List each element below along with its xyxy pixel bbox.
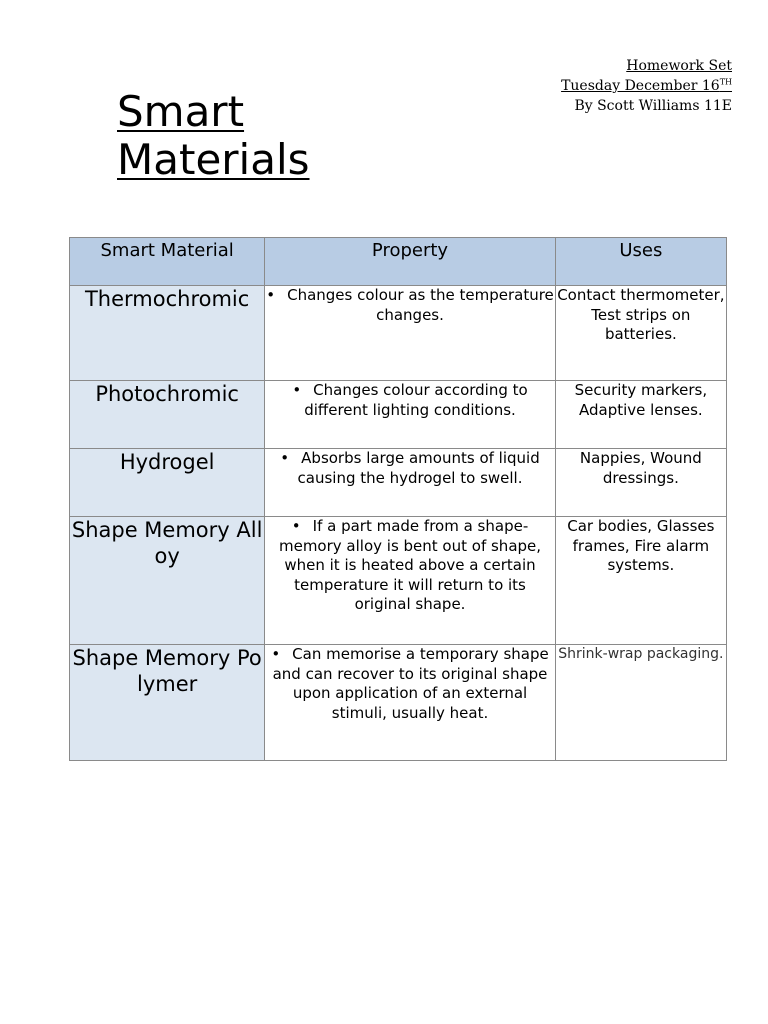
material-name: Shape Memory Alloy <box>70 517 265 645</box>
property-description <box>265 449 555 517</box>
bullet-icon: • <box>292 381 302 399</box>
property-text: If a part made from a shape-memory alloy is bent out of shape, when it is heated above a certain temperature it will return to its original shape. <box>278 517 542 613</box>
property-description <box>265 286 555 381</box>
smart-materials-table <box>69 237 727 761</box>
page-title <box>117 88 310 184</box>
uses-description: Security markers, Adaptive lenses. <box>555 381 726 449</box>
page-title-line-2: Materials <box>117 135 310 184</box>
property-text: Absorbs large amounts of liquid causing the hydrogel to swell. <box>297 449 540 487</box>
material-name: Hydrogel <box>70 449 265 517</box>
header-property: Property <box>265 238 555 286</box>
table-row <box>70 645 727 761</box>
material-name: Thermochromic <box>70 286 265 381</box>
property-description <box>265 517 555 645</box>
homework-set-label: Homework Set <box>626 58 732 74</box>
table-row <box>70 517 727 645</box>
bullet-icon: • <box>266 286 276 304</box>
table-row <box>70 286 727 381</box>
bullet-icon: • <box>271 645 281 663</box>
material-name: Shape Memory Polymer <box>70 645 265 761</box>
uses-description: Contact thermometer, Test strips on batteries. <box>555 286 726 381</box>
uses-description: Shrink-wrap packaging. <box>555 645 726 761</box>
property-description <box>265 645 555 761</box>
property-description <box>265 381 555 449</box>
table-row <box>70 381 727 449</box>
table-header-row <box>70 238 727 286</box>
page-title-line-1: Smart <box>117 87 245 136</box>
homework-header <box>561 56 732 116</box>
header-uses: Uses <box>555 238 726 286</box>
homework-date <box>561 76 732 96</box>
header-smart-material: Smart Material <box>70 238 265 286</box>
homework-date-text: Tuesday December 16 <box>561 78 720 94</box>
bullet-icon: • <box>291 517 301 535</box>
uses-description: Car bodies, Glasses frames, Fire alarm systems. <box>555 517 726 645</box>
table-row <box>70 449 727 517</box>
property-text: Can memorise a temporary shape and can recover to its original shape upon application of an external stimuli, usually heat. <box>272 645 549 722</box>
homework-author: By Scott Williams 11E <box>574 98 732 114</box>
property-text: Changes colour according to different lighting conditions. <box>304 381 528 419</box>
uses-description: Nappies, Wound dressings. <box>555 449 726 517</box>
homework-date-suffix: TH <box>719 77 732 87</box>
material-name: Photochromic <box>70 381 265 449</box>
property-text: Changes colour as the temperature changes. <box>287 286 554 324</box>
bullet-icon: • <box>280 449 290 467</box>
